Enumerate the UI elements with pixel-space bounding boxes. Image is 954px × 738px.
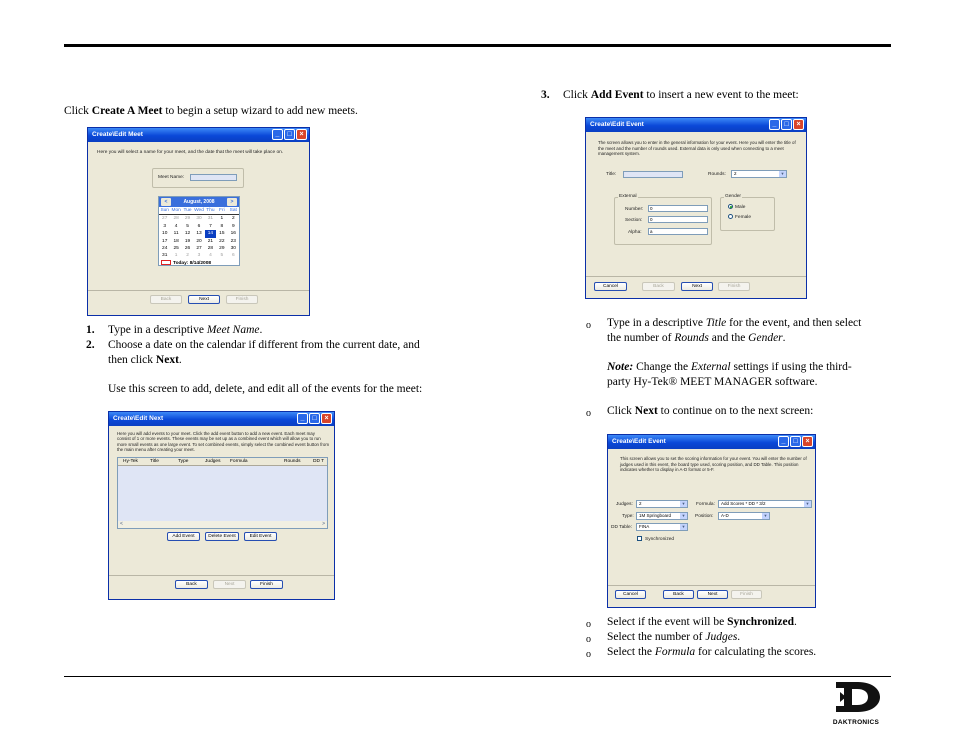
section-input[interactable]: 0 [648,216,708,223]
calendar-day[interactable]: 17 [162,238,168,244]
separator [586,276,806,277]
chevron-down-icon: ▼ [681,501,686,506]
cancel-button[interactable]: Cancel [615,590,646,599]
calendar-day[interactable]: 11 [173,231,179,237]
checkbox-icon [637,536,642,541]
add-event-button[interactable]: Add Event [167,532,200,541]
maximize-icon[interactable]: □ [781,119,792,130]
events-list-body[interactable] [118,466,327,521]
bullet-marker: o [586,408,591,419]
judges-label: Judges: [616,502,633,507]
bullet-title-line1: Type in a descriptive Title for the event, and then select [607,317,862,329]
calendar-day[interactable]: 20 [196,238,202,244]
step-2-line2: then click Next. [108,354,182,366]
chevron-down-icon: ▼ [681,513,686,518]
column-header[interactable]: Rounds [284,459,301,464]
chevron-down-icon: ▼ [805,501,810,506]
calendar-day[interactable]: 28 [207,246,214,252]
daktronics-logo-icon [820,680,892,714]
calendar-day[interactable]: 24 [162,246,168,252]
close-icon[interactable]: × [296,129,307,140]
create-edit-next-window [108,411,335,600]
window-titlebar: Create\Edit Meet _ □ × [88,128,309,142]
number-input[interactable]: 0 [648,205,708,212]
next-month-icon[interactable]: > [227,198,237,206]
next-button[interactable]: Next [681,282,713,291]
calendar-today[interactable]: Today: 8/14/2008 [159,260,239,268]
chevron-down-icon: ▼ [780,171,785,176]
calendar-day[interactable]: 5 [186,223,189,229]
calendar-day[interactable]: 18 [173,238,179,244]
separator [88,290,309,291]
calendar-day[interactable]: 8 [220,223,224,229]
date-calendar[interactable] [158,196,240,266]
calendar-day[interactable]: 2 [186,253,189,259]
calendar-day[interactable]: 6 [197,223,201,229]
calendar-day[interactable]: 1 [174,253,178,259]
radio-icon [728,214,733,219]
bullet-formula-text: Select the Formula for calculating the scores. [607,646,817,658]
bullet-next-text: Click Next to continue on to the next screen: [607,405,814,417]
scroll-right-icon[interactable]: > [322,521,325,527]
calendar-day[interactable]: 4 [174,223,178,229]
calendar-day-header: Wed [193,207,204,215]
gender-group [720,194,775,231]
window-titlebar: Create\Edit Event _ □ × [608,435,815,449]
maximize-icon[interactable]: □ [790,436,801,447]
calendar-day[interactable]: 2 [231,216,235,222]
calendar-day[interactable]: 3 [197,253,201,259]
minimize-icon[interactable]: _ [272,129,283,140]
create-edit-event-scoring-window [607,434,816,608]
calendar-day[interactable]: 3 [163,223,167,229]
next-button[interactable]: Next [188,295,220,304]
close-icon[interactable]: × [321,413,332,424]
chevron-down-icon: ▼ [681,524,686,529]
calendar-day[interactable]: 5 [220,253,224,259]
bullet-synchronized-text: Select if the event will be Synchronized. [607,616,797,628]
calendar-day[interactable]: 12 [184,231,191,237]
calendar-day[interactable]: 6 [231,253,235,259]
top-rule [64,44,891,47]
bullet-marker: o [586,320,591,331]
formula-label: Formula: [696,502,715,507]
calendar-day-header: Fri [216,207,227,215]
next-button[interactable]: Next [697,590,728,599]
delete-event-button[interactable]: Delete Event [205,532,239,541]
column-header[interactable]: Title [150,459,159,464]
step-2-number: 2. [86,339,95,351]
create-edit-event-general-window [585,117,807,299]
type-label: Type: [622,514,634,519]
meet-name-group [152,168,244,188]
calendar-day[interactable]: 31 [207,216,214,222]
bullet-judges-text: Select the number of Judges. [607,631,741,643]
calendar-day-header: Sun [159,207,170,215]
note-line2: party Hy-Tek® MEET MANAGER software. [607,376,818,388]
scroll-left-icon[interactable]: < [120,521,123,527]
cancel-button[interactable]: Cancel [594,282,627,291]
meet-name-label: Meet Name: [158,175,185,180]
finish-button[interactable]: Finish [226,295,258,304]
window-titlebar: Create\Edit Next _ □ × [109,412,334,426]
calendar-grid[interactable] [159,207,239,260]
judges-select[interactable]: 2 ▼ [636,500,688,508]
type-select[interactable]: 1M Springboard ▼ [636,512,688,520]
calendar-day[interactable]: 26 [184,246,191,252]
calendar-day[interactable]: 21 [207,238,214,244]
chevron-down-icon: ▼ [763,513,768,518]
window-description: Here you will select a name for your meet, and the date that the meet will take place on. [97,150,284,155]
alpha-label: Alpha: [628,230,642,235]
minimize-icon[interactable]: _ [297,413,308,424]
window-description: The screen allows you to enter in the general information for your event. Here you will enter the title of the meet and the number of rounds used. External data is only used when connecting to a meet management system. [598,140,796,156]
window-description: This screen allows you to set the scoring information for your event. You will enter the number of judges used in this event, the board type used, scoring position, and DD Table. This position indicates whether to display in A-D format or 5-F. [620,456,807,472]
events-list[interactable] [117,457,328,529]
rounds-select[interactable]: 2 ▼ [731,170,787,178]
position-label: Position: [695,514,714,519]
column-header[interactable]: Judges [205,459,221,464]
bullet-marker: o [586,619,591,630]
bottom-rule [64,676,891,677]
finish-button[interactable]: Finish [250,580,283,589]
finish-button[interactable]: Finish [718,282,750,291]
prev-month-icon[interactable]: < [161,198,171,206]
maximize-icon[interactable]: □ [284,129,295,140]
column-header[interactable]: Formula [230,459,248,464]
column-header[interactable]: DD T [313,459,325,464]
calendar-day[interactable]: 27 [196,246,202,252]
events-list-header [118,458,327,466]
finish-button[interactable]: Finish [731,590,762,599]
alpha-input[interactable]: a [648,228,708,235]
calendar-day[interactable]: 7 [209,223,212,229]
calendar-header: < August, 2008 > [159,197,239,207]
calendar-day[interactable]: 22 [219,238,225,244]
calendar-day[interactable]: 25 [173,246,179,252]
calendar-day[interactable]: 28 [173,216,179,222]
note-line1: Note: Change the External settings if using the third- [607,361,852,373]
minimize-icon[interactable]: _ [778,436,789,447]
synchronized-checkbox[interactable]: Synchronized [637,536,674,542]
calendar-day[interactable]: 23 [230,238,236,244]
close-icon[interactable]: × [793,119,804,130]
separator [109,575,334,576]
calendar-day[interactable]: 29 [184,216,191,222]
formula-select[interactable]: Add Scores * DD * 3/2 ▼ [718,500,812,508]
calendar-day-header: Thu [205,207,216,215]
radio-selected-icon [728,204,733,209]
female-radio[interactable]: Female [728,214,751,220]
calendar-day-header: Sat [228,207,239,215]
calendar-day[interactable]: 15 [219,231,225,237]
calendar-day[interactable]: 30 [196,216,202,222]
title-label: Title: [606,172,617,177]
calendar-day-header: Tue [182,207,193,215]
meet-name-input[interactable] [190,174,237,181]
column-header[interactable]: Type [178,459,189,464]
step-2-line1: Choose a date on the calendar if different from the current date, and [108,339,420,351]
column-header[interactable]: Hy-Tek [123,459,138,464]
calendar-day[interactable]: 10 [162,231,168,237]
daktronics-logo [820,680,892,724]
back-button[interactable]: Back [150,295,182,304]
calendar-day[interactable]: 14 [205,230,216,237]
external-group [614,194,712,245]
step-3-text: Click Add Event to insert a new event to the meet: [563,89,799,101]
rounds-label: Rounds: [708,172,726,177]
calendar-day-header: Mon [170,207,181,215]
bullet-marker: o [586,649,591,660]
calendar-day[interactable]: 29 [219,246,225,252]
edit-event-button[interactable]: Edit Event [244,532,277,541]
next-button[interactable]: Next [213,580,246,589]
gender-group-title: Gender [725,194,741,199]
back-button[interactable]: Back [642,282,675,291]
male-radio[interactable]: Male [728,204,745,210]
step-1-text: Type in a descriptive Meet Name. [108,324,263,336]
maximize-icon[interactable]: □ [309,413,320,424]
create-edit-meet-window [87,127,310,316]
external-group-title: External [619,194,637,199]
calendar-day[interactable]: 19 [184,238,191,244]
close-icon[interactable]: × [802,436,813,447]
calendar-day[interactable]: 27 [162,216,168,222]
calendar-day[interactable]: 1 [220,216,224,222]
calendar-day[interactable]: 16 [230,231,236,237]
calendar-day[interactable]: 9 [231,223,235,229]
title-input[interactable] [623,171,683,178]
calendar-day[interactable]: 4 [209,253,212,259]
bullet-title-line2: the number of Rounds and the Gender. [607,332,786,344]
separator [608,585,815,586]
back-button[interactable]: Back [663,590,694,599]
dd-table-select[interactable]: FINA ▼ [636,523,688,531]
step-3-number: 3. [541,89,550,101]
section-label: Section: [625,218,643,223]
number-label: Number: [625,207,644,212]
back-button[interactable]: Back [175,580,208,589]
intro-paragraph: Click Create A Meet to begin a setup wizard to add new meets. [64,105,358,117]
step-1-number: 1. [86,324,95,336]
calendar-day[interactable]: 31 [162,253,168,259]
minimize-icon[interactable]: _ [769,119,780,130]
window-titlebar: Create\Edit Event _ □ × [586,118,806,132]
bullet-marker: o [586,634,591,645]
horizontal-scrollbar[interactable] [118,521,327,528]
calendar-day[interactable]: 30 [230,246,236,252]
calendar-day[interactable]: 13 [196,231,202,237]
position-select[interactable]: A-D ▼ [718,512,770,520]
use-screen-text: Use this screen to add, delete, and edit all of the events for the meet: [108,383,423,395]
window-description: Here you will add events to your meet. Click the add event button to add a new event. Each meet may consist of 1 or more events. These events may be set up as a combined event which will allow you to run more small events as one large event. To set combined events, simply select the combined event button from the main menu after creating your meet. [117,431,329,453]
daktronics-wordmark: DAKTRONICS [832,719,880,726]
dd-table-label: DD Table: [611,525,632,530]
